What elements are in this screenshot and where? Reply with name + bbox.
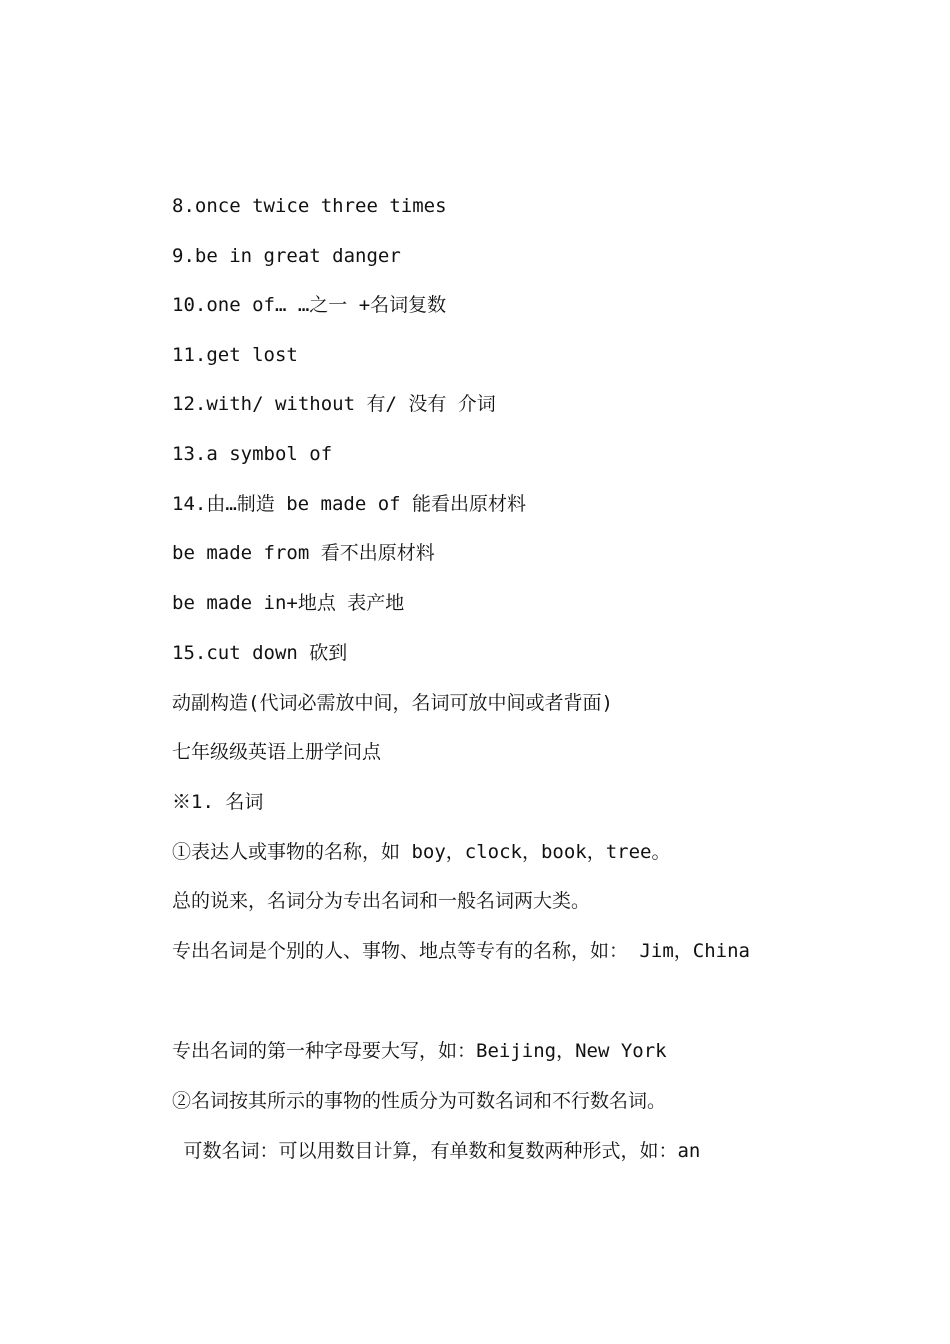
text-line: 专出名词的第一种字母要大写，如：Beijing，New York [172, 1040, 667, 1062]
text-line: 8.once twice three times [172, 195, 447, 217]
text-line: 11.get lost [172, 344, 298, 366]
text-line: 15.cut down 砍到 [172, 642, 348, 664]
text-line: 专出名词是个别的人、事物、地点等专有的名称，如： Jim，China [172, 940, 750, 962]
text-line: 总的说来，名词分为专出名词和一般名词两大类。 [172, 890, 591, 912]
text-line: be made from 看不出原材料 [172, 542, 435, 564]
text-line: 动副构造(代词必需放中间，名词可放中间或者背面) [172, 692, 613, 714]
text-line: be made in+地点 表产地 [172, 592, 405, 614]
text-line: ①表达人或事物的名称，如 boy，clock，book，tree。 [172, 841, 671, 863]
section-heading: 七年级级英语上册学问点 [172, 741, 382, 763]
text-line: ②名词按其所示的事物的性质分为可数名词和不行数名词。 [172, 1090, 667, 1112]
text-line: 9.be in great danger [172, 245, 401, 267]
text-line: 可数名词：可以用数目计算，有单数和复数两种形式，如：an [172, 1140, 701, 1162]
text-line: 14.由…制造 be made of 能看出原材料 [172, 493, 527, 515]
text-line: 13.a symbol of [172, 443, 333, 465]
text-line: 10.one of… …之一 +名词复数 [172, 294, 447, 316]
text-line: 12.with/ without 有/ 没有 介词 [172, 393, 496, 415]
subsection-heading: ※1. 名词 [172, 791, 264, 813]
